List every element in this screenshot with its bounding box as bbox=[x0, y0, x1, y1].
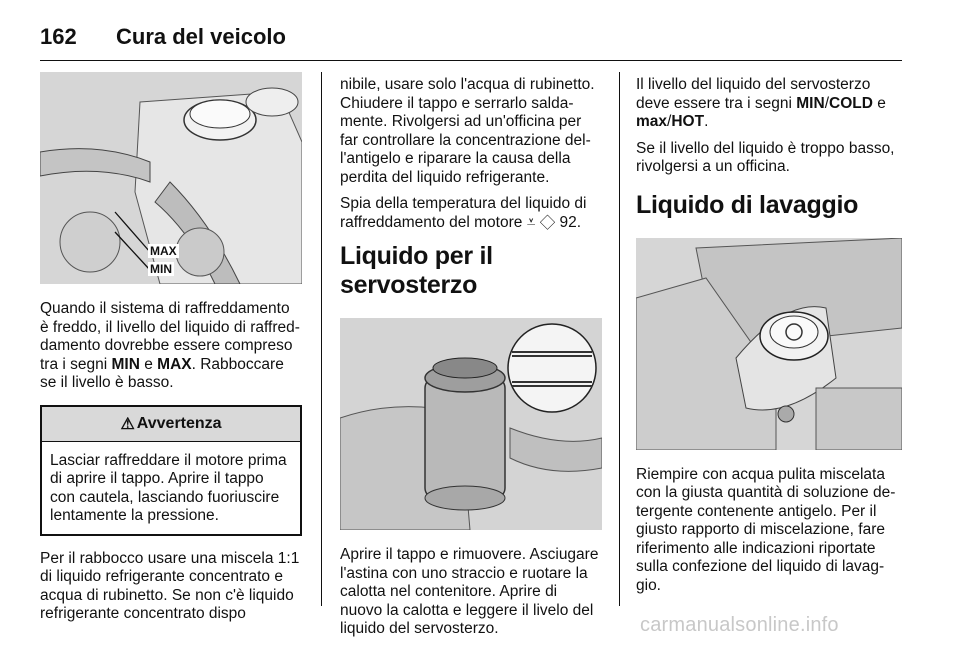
max-mark: MAX bbox=[157, 355, 192, 373]
header-rule bbox=[40, 60, 902, 61]
warning-header bbox=[42, 407, 300, 442]
cold-mark: COLD bbox=[829, 94, 873, 112]
column-1 bbox=[40, 72, 302, 632]
power-steering-reservoir-illustration bbox=[340, 318, 602, 530]
warning-title: Avvertenza bbox=[136, 414, 222, 432]
washer-fill-paragraph: Riempire con acqua pulita miscelata con la giusta quantità di soluzione detergente contenente antigelo. Per il giusto rapporto di miscelazione, fare riferimento alle indicazioni riportate sulla confezione del liquido di lavaggio. bbox=[636, 465, 896, 594]
text-run: Spia della temperatura del liquido di raffreddamento del motore bbox=[340, 195, 587, 231]
text-run: e bbox=[139, 355, 158, 373]
page-number: 162 bbox=[40, 24, 77, 49]
text-run: . Rabboccare se il livello è basso. bbox=[40, 355, 284, 391]
refill-paragraph: Per il rabbocco usare una miscela 1:1 di liquido refrigerante concentrato e acqua di rubinetto. Se non c'è liquido refrigerante concentrato dispo bbox=[40, 549, 300, 622]
text-run: / bbox=[667, 113, 672, 130]
power-steering-level-paragraph bbox=[636, 76, 902, 132]
text-run: e bbox=[872, 94, 886, 112]
max-mark: max bbox=[636, 113, 668, 130]
coolant-reservoir-figure bbox=[40, 72, 302, 284]
power-steering-check-paragraph: Aprire il tappo e rimuovere. Asciugare l'astina con uno straccio e ruotare la calotta nel contenitore. Aprire di nuovo la calotta e leggere il livelo del liquido del servosterzo. bbox=[340, 546, 599, 637]
warning-box bbox=[40, 405, 302, 536]
washer-reservoir-illustration bbox=[636, 238, 902, 450]
refill-continued-paragraph: nibile, usare solo l'acqua di rubinetto. Chiudere il tappo e serrarlo saldamente. Rivolgersi ad un'officina per far controllare la concentrazione dell'antigelo e riparare la causa della perdita del liquido refrigerante. bbox=[340, 76, 595, 186]
coolant-level-paragraph bbox=[40, 300, 302, 393]
warning-triangle-icon: ⚠ bbox=[120, 415, 135, 433]
power-steering-figure bbox=[340, 318, 602, 530]
text-run: . bbox=[704, 113, 709, 130]
max-label: MAX bbox=[150, 244, 177, 258]
text-run: Quando il sistema di raffreddamento è freddo, il livello del liquido di raffreddamento dovrebbe essere compreso tra i segni bbox=[40, 300, 300, 373]
coolant-temperature-icon: ⩡ bbox=[526, 213, 536, 231]
power-steering-heading: Liquido per il servosterzo bbox=[340, 242, 493, 299]
text-run: / bbox=[824, 94, 829, 112]
text-run: Il livello del liquido del servosterzo deve essere tra i segni bbox=[636, 76, 871, 112]
warning-text: Lasciar raffreddare il motore prima di aprire il tappo. Aprire il tappo con cautela, lasciando fuoriuscire lentamente la pressione. bbox=[50, 451, 287, 524]
page-header bbox=[40, 14, 900, 58]
washer-fluid-figure bbox=[636, 238, 902, 450]
page-reference: ◇ 92. bbox=[535, 213, 582, 231]
column-3 bbox=[636, 72, 902, 603]
min-mark: MIN bbox=[111, 355, 140, 373]
low-level-paragraph: Se il livello del liquido è troppo basso, rivolgersi a un officina. bbox=[636, 139, 895, 175]
page-title: Cura del veicolo bbox=[116, 24, 286, 49]
temperature-warning-paragraph bbox=[340, 195, 602, 232]
hot-mark: HOT bbox=[671, 113, 705, 130]
washer-fluid-heading: Liquido di lavaggio bbox=[636, 190, 859, 219]
column-2 bbox=[340, 72, 602, 647]
min-label: MIN bbox=[150, 262, 172, 276]
column-divider-2 bbox=[619, 72, 620, 606]
min-mark: MIN bbox=[796, 94, 825, 112]
column-divider-1 bbox=[321, 72, 322, 606]
watermark: carmanualsonline.info bbox=[640, 614, 839, 636]
